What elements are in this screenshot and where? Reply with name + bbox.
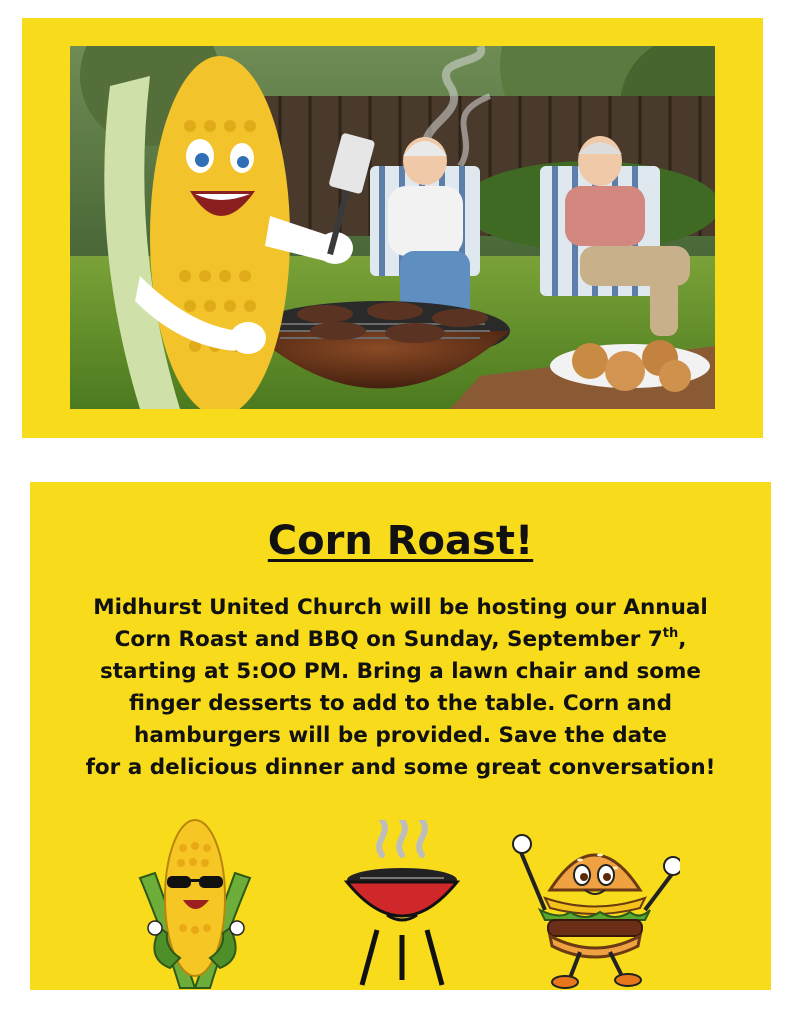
description-line-6: for a delicious dinner and some great conversation! xyxy=(85,755,716,780)
description-line-1: Midhurst United Church will be hosting our Annual xyxy=(93,595,708,620)
top-banner xyxy=(22,18,763,438)
description-line-5: hamburgers will be provided. Save the date xyxy=(134,723,667,748)
description-line-2 xyxy=(60,624,741,656)
event-description xyxy=(60,592,741,784)
description-line-3: starting at 5:OO PM. Bring a lawn chair and some xyxy=(99,659,701,684)
description-line-2-main: Corn Roast and BBQ on Sunday, September 7 xyxy=(114,627,663,652)
event-info-panel xyxy=(30,482,771,990)
description-line-2-end: , xyxy=(678,627,687,652)
dancing-burger-icon xyxy=(510,820,680,990)
date-suffix: th xyxy=(662,626,679,641)
corn-bbq-illustration xyxy=(70,46,715,409)
event-title: Corn Roast! xyxy=(267,518,534,564)
corn-with-sunglasses-icon xyxy=(125,818,265,990)
corn-bbq-photo xyxy=(70,46,715,409)
description-line-4: finger desserts to add to the table. Corn and xyxy=(128,691,673,716)
red-grill-icon xyxy=(342,820,462,990)
